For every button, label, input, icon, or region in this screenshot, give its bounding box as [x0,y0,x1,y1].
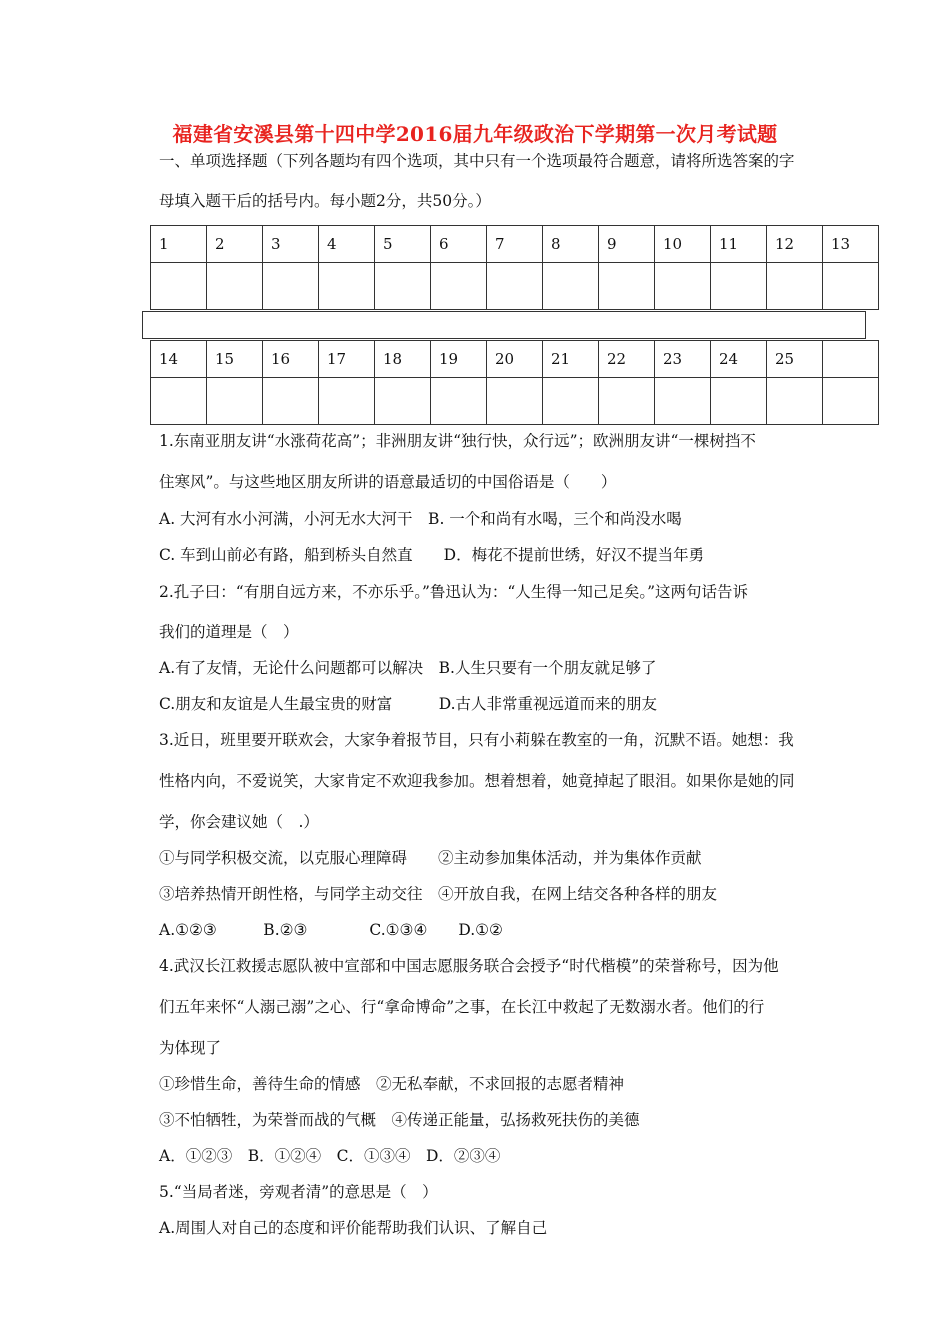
grid-number: 24 [711,341,767,378]
section-instruction: 母填入题干后的括号内。每小题2分，共50分。） [159,192,491,210]
answer-cell[interactable] [655,263,711,310]
grid-divider [142,311,866,339]
answer-grid-top [150,225,879,310]
question-option: ③培养热情开朗性格，与同学主动交往 ④开放自我，在网上结交各种各样的朋友 [159,885,718,903]
grid-number: 10 [655,226,711,263]
grid-number: 14 [151,341,207,378]
answer-cell[interactable] [767,378,823,425]
grid-number: 3 [263,226,319,263]
question-stem: 为体现了 [159,1039,222,1057]
question-stem: 我们的道理是（ ） [159,623,299,641]
answer-cell[interactable] [151,378,207,425]
grid-number: 11 [711,226,767,263]
answer-cell[interactable] [207,263,263,310]
grid-number: 20 [487,341,543,378]
grid-number: 16 [263,341,319,378]
answer-cell[interactable] [375,263,431,310]
question-option: A．①②③ B．①②④ C．①③④ D．②③④ [159,1147,501,1165]
grid-number: 4 [319,226,375,263]
page-title: 福建省安溪县第十四中学2016届九年级政治下学期第一次月考试题 [172,122,778,146]
grid-number [823,341,879,378]
grid-number: 9 [599,226,655,263]
answer-cell[interactable] [207,378,263,425]
grid-number: 21 [543,341,599,378]
grid-number: 15 [207,341,263,378]
answer-cell[interactable] [543,263,599,310]
answer-cell[interactable] [431,263,487,310]
grid-number: 25 [767,341,823,378]
answer-cell[interactable] [823,263,879,310]
answer-grid-bottom [150,340,879,425]
question-stem: 1.东南亚朋友讲“水涨荷花高”；非洲朋友讲“独行快，众行远”；欧洲朋友讲“一棵树挡不 [159,432,756,450]
question-stem: 们五年来怀“人溺己溺”之心、行“拿命博命”之事，在长江中救起了无数溺水者。他们的行 [159,998,765,1016]
question-option: ③不怕牺牲，为荣誉而战的气概 ④传递正能量，弘扬救死扶伤的美德 [159,1111,640,1129]
answer-cell[interactable] [263,263,319,310]
question-option: C.朋友和友谊是人生最宝贵的财富 D.古人非常重视远道而来的朋友 [159,695,658,713]
question-option: A.有了友情，无论什么问题都可以解决 B.人生只要有一个朋友就足够了 [159,659,657,677]
grid-number: 2 [207,226,263,263]
grid-number: 13 [823,226,879,263]
answer-cell[interactable] [599,378,655,425]
question-option: A. 大河有水小河满，小河无水大河干 B. 一个和尚有水喝，三个和尚没水喝 [159,510,682,528]
answer-cell[interactable] [487,378,543,425]
section-instruction: 一、单项选择题（下列各题均有四个选项，其中只有一个选项最符合题意，请将所选答案的字 [159,152,795,170]
grid-number: 1 [151,226,207,263]
grid-number: 8 [543,226,599,263]
answer-cell[interactable] [711,263,767,310]
answer-cell[interactable] [711,378,767,425]
grid-number: 22 [599,341,655,378]
question-stem: 住寒风”。与这些地区朋友所讲的语意最适切的中国俗语是（ ） [159,473,617,491]
grid-number: 6 [431,226,487,263]
answer-cell[interactable] [823,378,879,425]
question-option: ①与同学积极交流，以克服心理障碍 ②主动参加集体活动，并为集体作贡献 [159,849,702,867]
answer-cell[interactable] [375,378,431,425]
question-stem: 学，你会建议她（ .） [159,813,319,831]
grid-number: 18 [375,341,431,378]
answer-cell[interactable] [487,263,543,310]
grid-number: 19 [431,341,487,378]
answer-cell[interactable] [263,378,319,425]
question-option: A.①②③ B.②③ C.①③④ D.①② [159,921,503,939]
answer-cell[interactable] [319,378,375,425]
question-stem: 2.孔子曰：“有朋自远方来，不亦乐乎。”鲁迅认为：“人生得一知己足矣。”这两句话告诉 [159,583,748,601]
answer-cell[interactable] [655,378,711,425]
question-stem: 性格内向，不爱说笑，大家肯定不欢迎我参加。想着想着，她竟掉起了眼泪。如果你是她的同 [159,772,795,790]
answer-cell[interactable] [599,263,655,310]
question-stem: 4.武汉长江救援志愿队被中宣部和中国志愿服务联合会授予“时代楷模”的荣誉称号，因为他 [159,957,779,975]
question-option: C. 车到山前必有路，船到桥头自然直 D．梅花不提前世绣，好汉不提当年勇 [159,546,705,564]
grid-number: 12 [767,226,823,263]
answer-cell[interactable] [543,378,599,425]
question-option: A.周围人对自己的态度和评价能帮助我们认识、了解自己 [159,1219,548,1237]
question-stem: 3.近日，班里要开联欢会，大家争着报节目，只有小莉躲在教室的一角，沉默不语。她想：我 [159,731,794,749]
grid-number: 5 [375,226,431,263]
grid-number: 7 [487,226,543,263]
question-stem: 5.“当局者迷，旁观者清”的意思是（ ） [159,1183,438,1201]
answer-cell[interactable] [431,378,487,425]
question-option: ①珍惜生命，善待生命的情感 ②无私奉献，不求回报的志愿者精神 [159,1075,625,1093]
answer-cell[interactable] [767,263,823,310]
answer-cell[interactable] [319,263,375,310]
answer-cell[interactable] [151,263,207,310]
grid-number: 17 [319,341,375,378]
grid-number: 23 [655,341,711,378]
